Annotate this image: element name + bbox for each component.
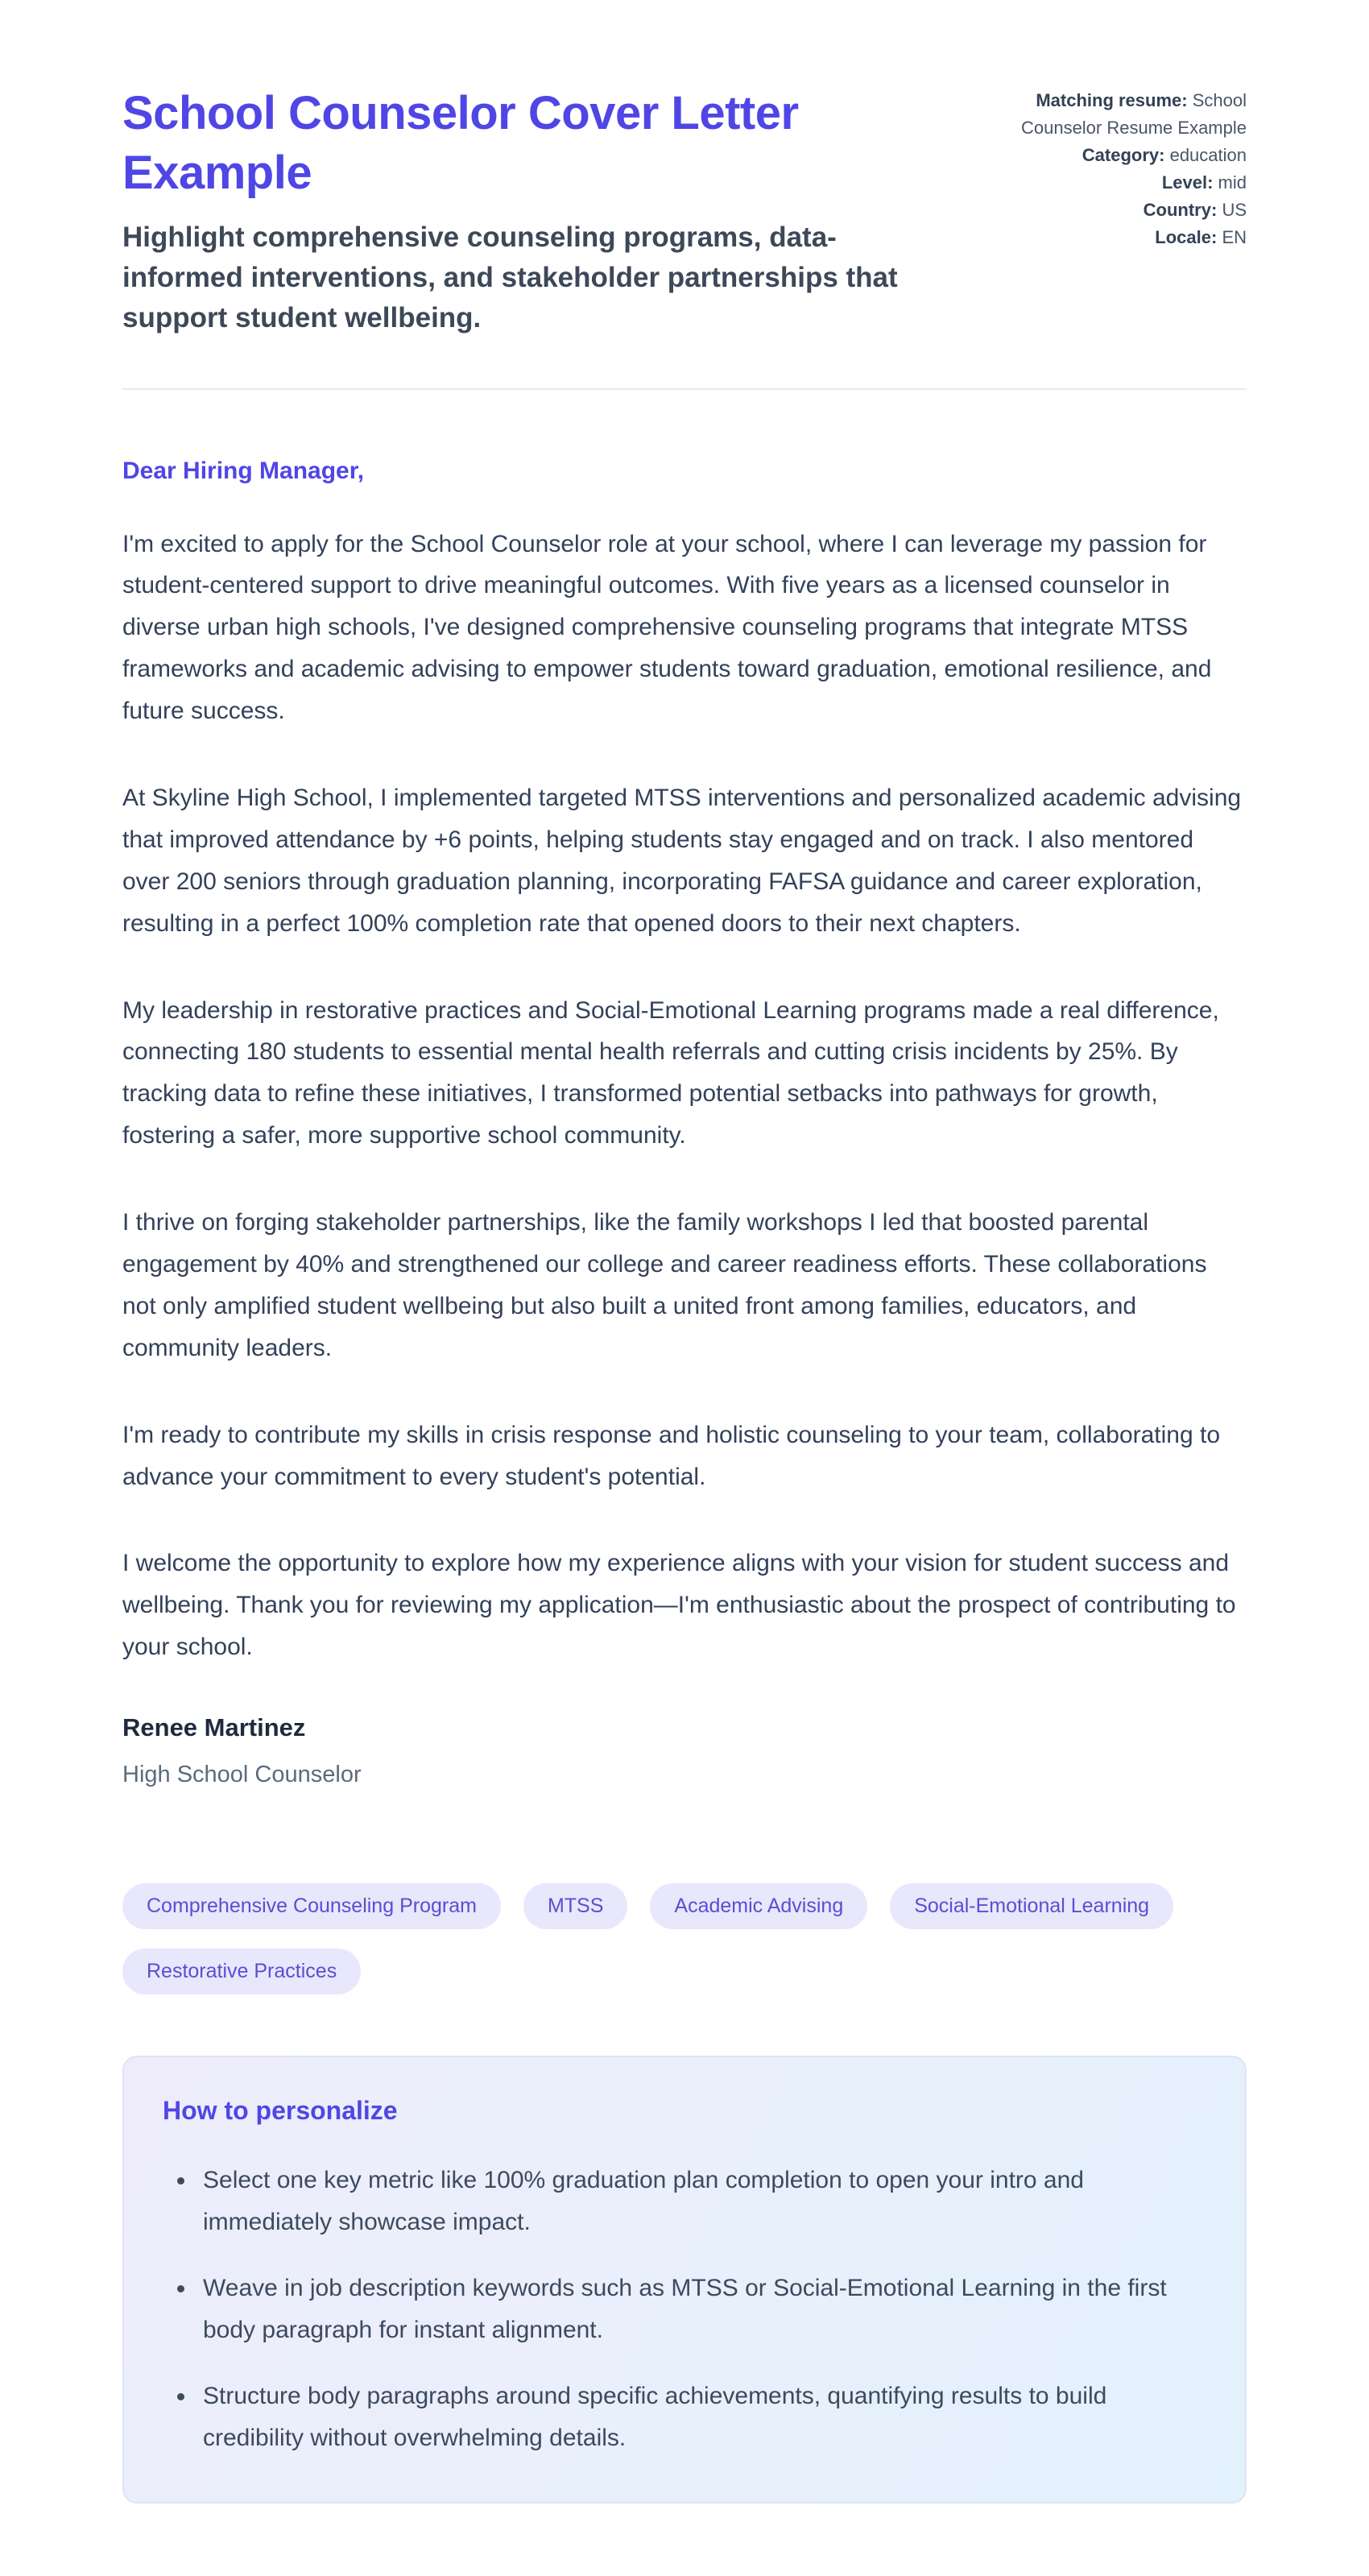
letter-paragraph-3: My leadership in restorative practices and Social-Emotional Learning programs made a real difference, connecting 180 students to essential mental health referrals and cutting crisis incidents by 25%. By tracking data to refine these initiatives, I transformed potential setbacks into pathways for growth, fostering a safer, more supportive school community. — [122, 996, 1219, 1149]
letter-paragraph-4: I thrive on forging stakeholder partnerships, like the family workshops I led that boosted parental engagement by 40% and strengthened our college and career readiness efforts. These collaborations not only amplified student wellbeing but also built a united front among families, educators, and community leaders. — [122, 1209, 1207, 1361]
matching-resume-link[interactable]: School Counselor Resume Example — [1020, 90, 1247, 139]
letter-paragraph-6: I welcome the opportunity to explore how my experience aligns with your vision for student success and wellbeing. Thank you for reviewing my application—I'm enthusiastic about the prospect of contributing to your school. — [122, 1550, 1236, 1661]
signature-title: High School Counselor — [122, 1762, 362, 1788]
personalize-bullet-1: • Select one key metric like 100% graduation plan completion to open your intro and immediately showcase impact. — [196, 2160, 1206, 2243]
page-title: School Counselor Cover Letter Example — [122, 87, 799, 200]
meta-country-label: Country: — [1143, 200, 1218, 221]
tag-chip-academic-advising[interactable]: Academic Advising — [650, 1883, 867, 1929]
meta-matching-resume-label: Matching resume: — [1036, 90, 1188, 110]
meta-locale — [995, 224, 1247, 251]
tag-list — [122, 1883, 1247, 1994]
divider — [122, 388, 1247, 390]
header — [122, 84, 1247, 338]
meta-locale-label: Locale: — [1155, 227, 1218, 248]
meta-matching-resume — [995, 87, 1247, 142]
meta-locale-value: EN — [1222, 227, 1247, 248]
personalize-title: How to personalize — [163, 2096, 398, 2126]
meta-level-value: mid — [1218, 172, 1247, 193]
tag-chip-mtss[interactable]: MTSS — [523, 1883, 627, 1929]
letter-paragraph-5: I'm ready to contribute my skills in crisis response and holistic counseling to your team, collaborating to advance your commitment to every student's potential. — [122, 1421, 1221, 1490]
meta-category-label: Category: — [1082, 145, 1165, 166]
meta-level-label: Level: — [1161, 172, 1214, 193]
personalize-box — [122, 2056, 1247, 2504]
personalize-list — [163, 2160, 1206, 2458]
greeting: Dear Hiring Manager, — [122, 457, 365, 484]
tag-chip-restorative-practices[interactable]: Restorative Practices — [122, 1949, 361, 1994]
personalize-bullet-2: • Weave in job description keywords such as MTSS or Social-Emotional Learning in the first body paragraph for instant alignment. — [196, 2267, 1206, 2351]
tag-chip-comprehensive-counseling-program[interactable]: Comprehensive Counseling Program — [122, 1883, 501, 1929]
meta-panel — [995, 84, 1247, 252]
meta-country-value: US — [1222, 200, 1247, 221]
page-subtitle: Highlight comprehensive counseling programs, data-informed interventions, and stakeholder partnerships that support student wellbeing. — [122, 222, 898, 333]
meta-level — [995, 169, 1247, 197]
personalize-bullet-3: • Structure body paragraphs around specific achievements, quantifying results to build credibility without overwhelming details. — [196, 2375, 1206, 2459]
tag-chip-social-emotional-learning[interactable]: Social-Emotional Learning — [890, 1883, 1173, 1929]
letter-body — [122, 458, 1247, 1789]
meta-category — [995, 142, 1247, 169]
signature-name: Renee Martinez — [122, 1713, 306, 1742]
meta-category-value: education — [1169, 145, 1247, 166]
meta-country — [995, 197, 1247, 224]
letter-paragraph-1: I'm excited to apply for the School Counselor role at your school, where I can leverage my passion for student-centered support to drive meaningful outcomes. With five years as a licensed counselor in diverse urban high schools, I've designed comprehensive counseling programs that integrate MTSS frameworks and academic advising to empower students toward graduation, emotional resilience, and future success. — [122, 530, 1212, 725]
header-title-block — [122, 84, 936, 338]
letter-paragraph-2: At Skyline High School, I implemented targeted MTSS interventions and personalized academic advising that improved attendance by +6 points, helping students stay engaged and on track. I also mentored over 200 seniors through graduation planning, incorporating FAFSA guidance and career exploration, resulting in a perfect 100% completion rate that opened doors to their next chapters. — [122, 784, 1242, 937]
